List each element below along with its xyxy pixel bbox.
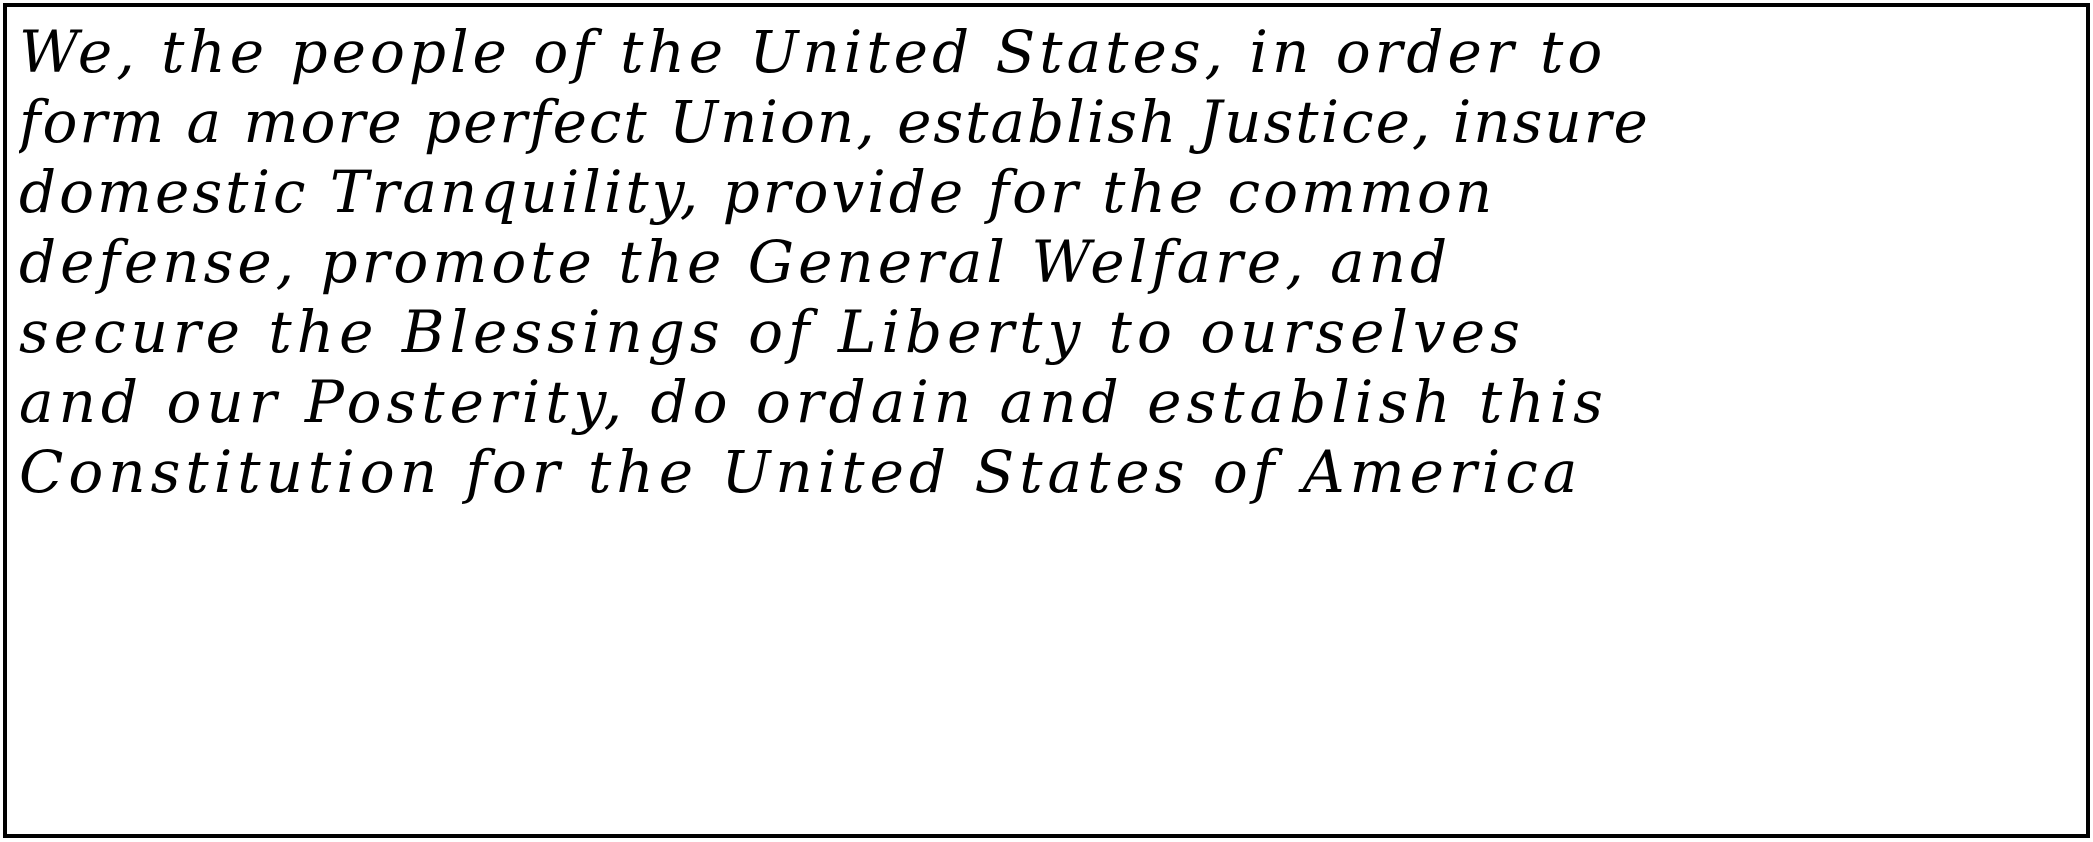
- handwritten-text-block: [19, 17, 2079, 507]
- handwritten-line-1: We, the people of the United States, in order to: [19, 18, 1607, 86]
- handwritten-line-3: domestic Tranquility, provide for the common: [19, 158, 1496, 226]
- handwritten-line-2: form a more perfect Union, establish Justice, insure: [19, 88, 1650, 156]
- handwritten-line-5: secure the Blessings of Liberty to ourselves: [19, 298, 1525, 366]
- handwritten-line-7: Constitution for the United States of America: [19, 438, 1583, 506]
- handwritten-line-6: and our Posterity, do ordain and establish this: [19, 368, 1608, 436]
- handwritten-line-4: defense, promote the General Welfare, and: [19, 228, 1452, 296]
- handwriting-frame: [3, 3, 2090, 838]
